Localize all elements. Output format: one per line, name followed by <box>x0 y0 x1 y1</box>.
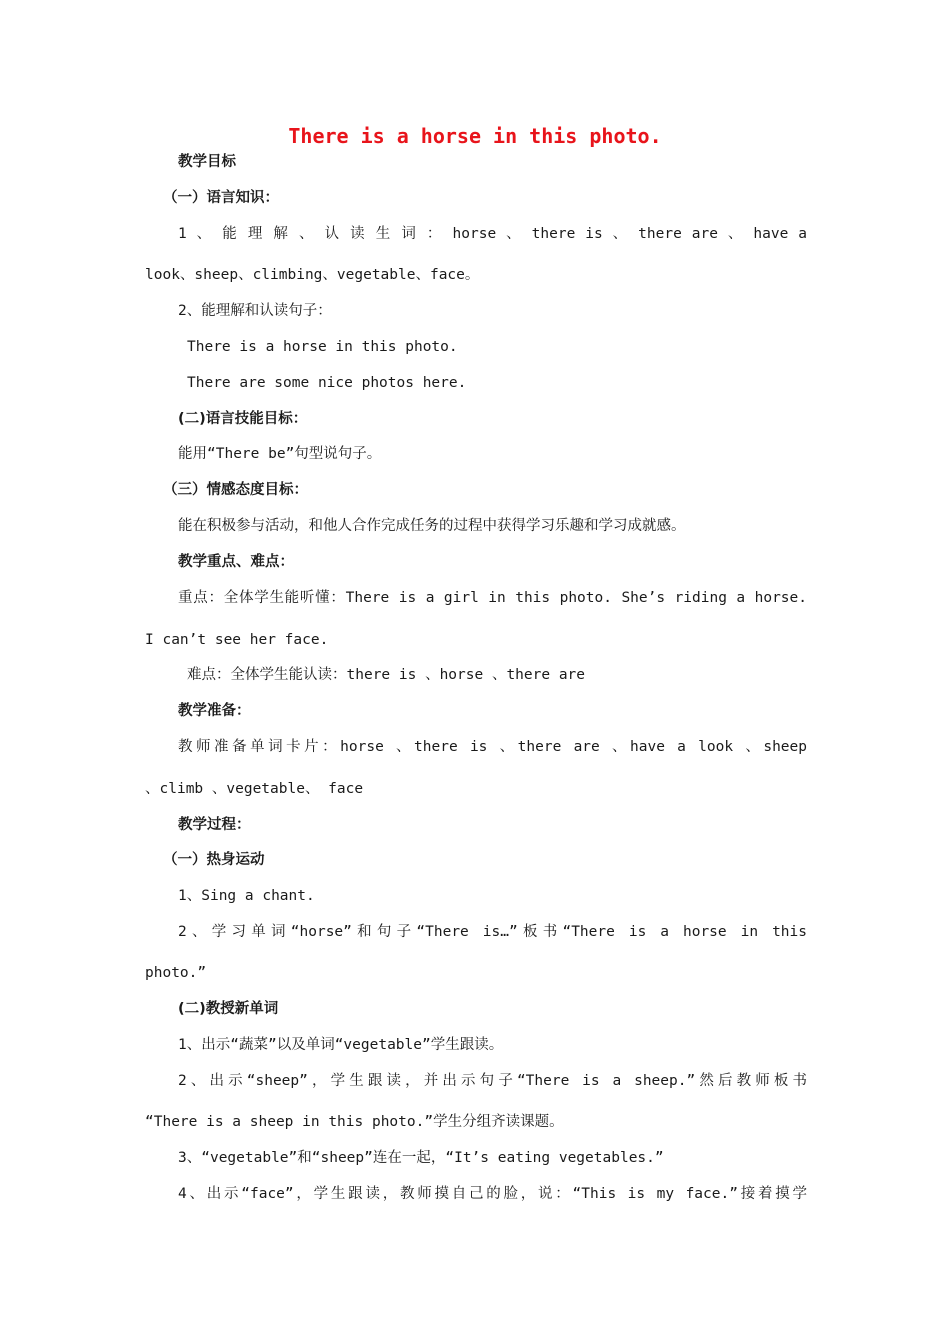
example-sentence: There is a horse in this photo. <box>187 339 458 355</box>
heading-teaching-goals: 教学目标 <box>178 154 236 170</box>
paragraph-line: 能在积极参与活动，和他人合作完成任务的过程中获得学习乐趣和学习成就感。 <box>178 518 686 534</box>
paragraph-line: 难点：全体学生能认读：there is 、horse 、there are <box>187 667 586 683</box>
paragraph-line: 4、出示“face”，学生跟读，教师摸自己的脸，说：“This is my face.”接着摸学 <box>178 1186 807 1202</box>
paragraph-line: 能用“There be”句型说句子。 <box>178 446 382 462</box>
heading-process: 教学过程： <box>178 817 251 833</box>
paragraph-line: 1、Sing a chant. <box>178 888 315 904</box>
paragraph-line: 1 、 能 理 解 、 认 读 生 词 ： horse 、 there is 、 there are 、 have a <box>178 226 807 242</box>
paragraph-line: I can’t see her face. <box>145 632 329 648</box>
paragraph-line: 2、能理解和认读句子： <box>178 303 332 319</box>
heading-preparation: 教学准备： <box>178 703 251 719</box>
heading-key-points: 教学重点、难点： <box>178 554 294 570</box>
heading-language-skills: (二)语言技能目标： <box>178 411 308 427</box>
paragraph-line: 2、学习单词“horse”和句子“There is…”板书“There is a horse in this <box>178 924 807 940</box>
paragraph-line: 1、出示“蔬菜”以及单词“vegetable”学生跟读。 <box>178 1037 504 1053</box>
paragraph-line: 重点：全体学生能听懂：There is a girl in this photo. She’s riding a horse. <box>178 590 807 606</box>
heading-attitude-goals: （三）情感态度目标： <box>163 482 308 498</box>
document-title: There is a horse in this photo. <box>288 124 662 148</box>
heading-language-knowledge: （一）语言知识： <box>163 190 279 206</box>
paragraph-line: 2、出示“sheep”，学生跟读，并出示句子“There is a sheep.”然后教师板书 <box>178 1073 807 1089</box>
paragraph-line: 教师准备单词卡片：horse 、there is 、there are 、have a look 、sheep <box>178 739 807 755</box>
heading-new-words: (二)教授新单词 <box>178 1001 279 1017</box>
paragraph-line: “There is a sheep in this photo.”学生分组齐读课题。 <box>145 1114 564 1130</box>
paragraph-line: photo.” <box>145 965 207 981</box>
paragraph-line: look、sheep、climbing、vegetable、face。 <box>145 267 480 283</box>
paragraph-line: 、climb 、vegetable、 face <box>145 781 364 797</box>
example-sentence: There are some nice photos here. <box>187 375 467 391</box>
heading-warm-up: （一）热身运动 <box>163 852 265 868</box>
paragraph-line: 3、“vegetable”和“sheep”连在一起，“It’s eating vegetables.” <box>178 1150 664 1166</box>
